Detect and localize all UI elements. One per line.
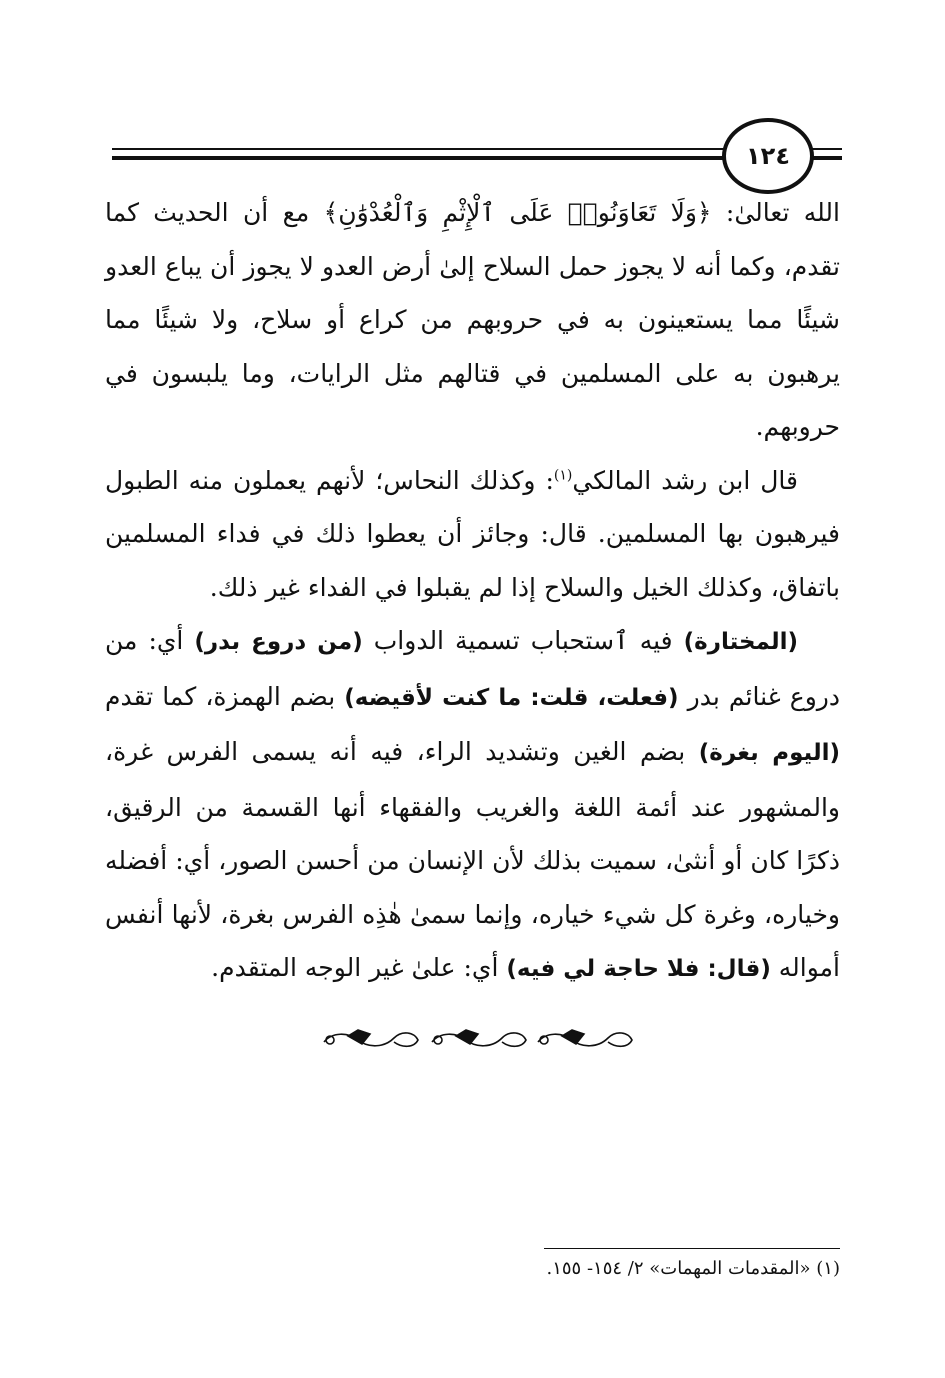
paragraph-1 xyxy=(105,186,840,454)
keyword-3: (فعلت، قلت: ما كنت لأقيضه) xyxy=(344,684,679,711)
keyword-4: (اليوم بغرة) xyxy=(698,740,840,766)
footnote-separator xyxy=(544,1248,840,1249)
quran-verse: ﴿وَلَا تَعَاوَنُوا۟ عَلَى ٱلْإِثْمِ وَٱلْعُدْوَٰنِ﴾ xyxy=(323,198,712,227)
p3-text-2: أي: من دروع غنائم بدر xyxy=(105,626,840,711)
ornament-unit-1 xyxy=(324,1030,418,1046)
header-rule-top xyxy=(112,148,726,150)
p3-text-1: فيه ٱستحباب تسمية الدواب xyxy=(362,626,684,655)
ornament-unit-3 xyxy=(538,1030,632,1046)
paragraph-2 xyxy=(105,454,840,615)
header-rule-right-top xyxy=(812,148,842,150)
keyword-2: (من دروع بدر) xyxy=(194,629,363,655)
p3-text-5: أي: علىٰ غير الوجه المتقدم. xyxy=(211,953,507,982)
footnote: (١) «المقدمات المهمات» ٢/ ١٥٤- ١٥٥. xyxy=(546,1258,840,1279)
main-text xyxy=(105,186,840,997)
page-number-badge xyxy=(722,118,814,194)
ornament-unit-2 xyxy=(432,1030,526,1046)
footnote-reference: (١) xyxy=(553,467,573,484)
section-divider-ornament xyxy=(318,1024,636,1054)
p1-rest: مع أن الحديث كما تقدم، وكما أنه لا يجوز حمل السلاح إلىٰ أرض العدو لا يجوز أن يباع العدو شيئًا مما يستعينون به في حروبهم من كراع أو سلاح، ولا شيئًا مما يرهبون به على المسلمين في قتالهم مثل الرايات، وما يلبسون في حروبهم. xyxy=(105,198,840,441)
paragraph-3 xyxy=(105,614,840,997)
p2-start: قال ابن رشد المالكي xyxy=(572,465,798,495)
header-rule-bottom xyxy=(112,156,726,160)
keyword-1: (المختارة) xyxy=(683,629,798,655)
keyword-5: (قال: فلا حاجة لي فيه) xyxy=(506,956,771,982)
p3-text-4: بضم الغين وتشديد الراء، فيه أنه يسمى الفرس غرة، والمشهور عند أئمة اللغة والغريب والفقهاء أنها القسمة من الرقيق، ذكرًا كان أو أنثىٰ، سميت بذلك لأن الإنسان من أحسن الصور، أي: أفضله وخياره، وغرة كل شيء خياره، وإنما سمىٰ هٰذِه الفرس بغرة، لأنها أنفس أمواله xyxy=(105,737,840,982)
p2-rest: : وكذلك النحاس؛ لأنهم يعملون منه الطبول فيرهبون بها المسلمين. قال: وجائز أن يعطوا ذلك في فداء المسلمين باتفاق، وكذلك الخيل والسلاح إذا لم يقبلوا في الفداء غير ذلك. xyxy=(105,465,840,602)
p3-text-3: بضم الهمزة، كما تقدم xyxy=(105,681,345,711)
header-rule-right-bottom xyxy=(812,156,842,160)
p1-start: الله تعالىٰ: xyxy=(711,198,840,227)
page-number: ١٢٤ xyxy=(746,142,790,170)
